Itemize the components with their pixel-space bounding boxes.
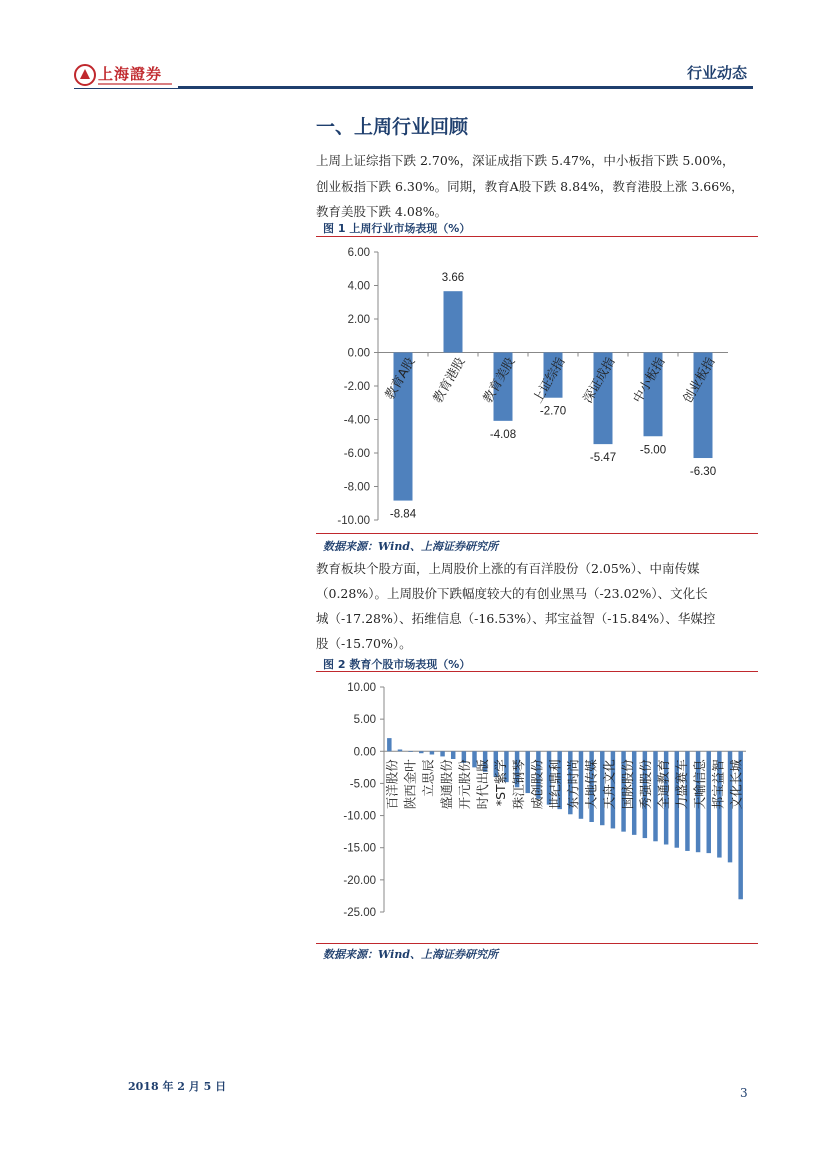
y-tick-label: 2.00 [347, 314, 370, 326]
header-rule [74, 88, 178, 89]
category-label: 开元股份 [456, 759, 472, 810]
paragraph-line: 城（-17.28%）、拓维信息（-16.53%）、邦宝益智（-15.84%）、华媒控 [316, 611, 716, 626]
y-tick-label: -8.00 [343, 481, 370, 494]
figure-rule [316, 671, 758, 672]
header-title: 行业动态 [686, 64, 747, 82]
category-label: 秀强股份 [637, 759, 653, 810]
category-label: 世纪鼎利 [547, 759, 563, 810]
category-label: 威创股份 [529, 759, 545, 810]
figure-source: 数据来源：Wind、上海证券研究所 [323, 948, 499, 961]
header-rule-thick [178, 86, 753, 89]
y-tick-label: -5.00 [349, 778, 376, 791]
y-tick-label: -15.00 [343, 842, 376, 855]
category-label: 邦宝益智 [710, 759, 726, 810]
y-tick-label: 4.00 [347, 280, 370, 293]
category-label: 天舟文化 [601, 759, 617, 810]
category-label: 东方时尚 [565, 759, 581, 810]
paragraph-line: 股（-15.70%）。 [316, 636, 412, 651]
chart-bar [430, 751, 434, 754]
data-label: -6.30 [689, 466, 717, 479]
data-label: -5.00 [639, 444, 667, 457]
figure-rule [316, 533, 758, 534]
category-label: 大地传媒 [583, 759, 599, 810]
category-label: 百洋股份 [384, 759, 400, 810]
y-tick-label: -4.00 [343, 414, 370, 427]
y-tick-label: -25.00 [343, 907, 376, 919]
data-label: -8.84 [389, 508, 417, 521]
company-logo [74, 62, 174, 90]
category-label: 立思辰 [420, 759, 436, 797]
figure-source: 数据来源：Wind、上海证券研究所 [323, 540, 499, 553]
logo-text: 上海證券 [98, 65, 163, 83]
y-tick-label: -6.00 [343, 448, 370, 460]
chart-bar [419, 751, 423, 753]
page-number: 3 [740, 1086, 748, 1100]
footer-date: 2018 年 2 月 5 日 [128, 1080, 227, 1093]
chart-bar [408, 751, 412, 752]
paragraph-line: 创业板指下跌 6.30%。同期，教育A股下跌 8.84%，教育港股上涨 3.66%， [316, 179, 744, 194]
chart-bar [387, 738, 391, 751]
chart-bar [444, 291, 463, 352]
figure-title: 图 2 教育个股市场表现（%） [323, 658, 471, 671]
category-label: 盛通股份 [438, 759, 454, 810]
data-label: -2.70 [539, 405, 567, 418]
category-label: 珠江钢琴 [511, 759, 527, 810]
category-label: 中小板指 [629, 354, 668, 406]
chart-bar [440, 751, 444, 756]
data-label: -5.47 [589, 452, 617, 465]
paragraph-line: 教育美股下跌 4.08%。 [316, 204, 448, 219]
category-label: 文化长城 [728, 759, 744, 810]
y-tick-label: -2.00 [343, 381, 370, 393]
y-tick-label: 10.00 [347, 682, 376, 694]
y-tick-label: -10.00 [337, 515, 370, 527]
section-title: 一、上周行业回顾 [316, 116, 469, 138]
y-tick-label: -20.00 [343, 874, 376, 887]
category-label: 创业板指 [679, 354, 718, 406]
chart-stock-performance [316, 673, 756, 941]
data-label: -4.08 [489, 428, 517, 441]
category-label: 时代出版 [475, 759, 491, 810]
paragraph-line: （0.28%）。上周股价下跌幅度较大的有创业黑马（-23.02%）、文化长 [316, 586, 708, 601]
category-label: 国脉股份 [619, 759, 635, 810]
data-label: 3.66 [441, 272, 465, 285]
y-tick-label: 5.00 [353, 714, 376, 727]
y-tick-label: 0.00 [347, 347, 370, 360]
y-tick-label: -10.00 [343, 810, 376, 823]
y-tick-label: 0.00 [353, 746, 376, 759]
category-label: 陕西金叶 [402, 759, 418, 810]
chart-bar [398, 749, 402, 751]
figure-title: 图 1 上周行业市场表现（%） [323, 222, 471, 235]
figure-rule [316, 943, 758, 944]
category-label: 教育港股 [429, 354, 468, 406]
category-label: 深证成指 [579, 354, 618, 406]
figure-rule [316, 236, 758, 237]
category-label: 力盛赛车 [674, 759, 690, 810]
category-label: 教育美股 [479, 354, 518, 406]
category-label: 教育A股 [381, 354, 418, 402]
category-label: 天喻信息 [692, 759, 708, 810]
paragraph-line: 上周上证综指下跌 2.70%，深证成指下跌 5.47%，中小板指下跌 5.00%， [316, 153, 735, 168]
chart-bar [451, 751, 455, 759]
y-tick-label: 6.00 [347, 247, 370, 259]
logo-subtext-mark [98, 81, 172, 87]
category-label: *ST紫学 [493, 759, 509, 807]
category-label: 全通教育 [656, 759, 672, 810]
category-label: 上证综指 [529, 354, 568, 406]
chart-industry-performance [316, 238, 736, 533]
paragraph-line: 教育板块个股方面，上周股价上涨的有百洋股份（2.05%）、中南传媒 [316, 561, 700, 576]
logo-emblem-icon [74, 64, 96, 86]
